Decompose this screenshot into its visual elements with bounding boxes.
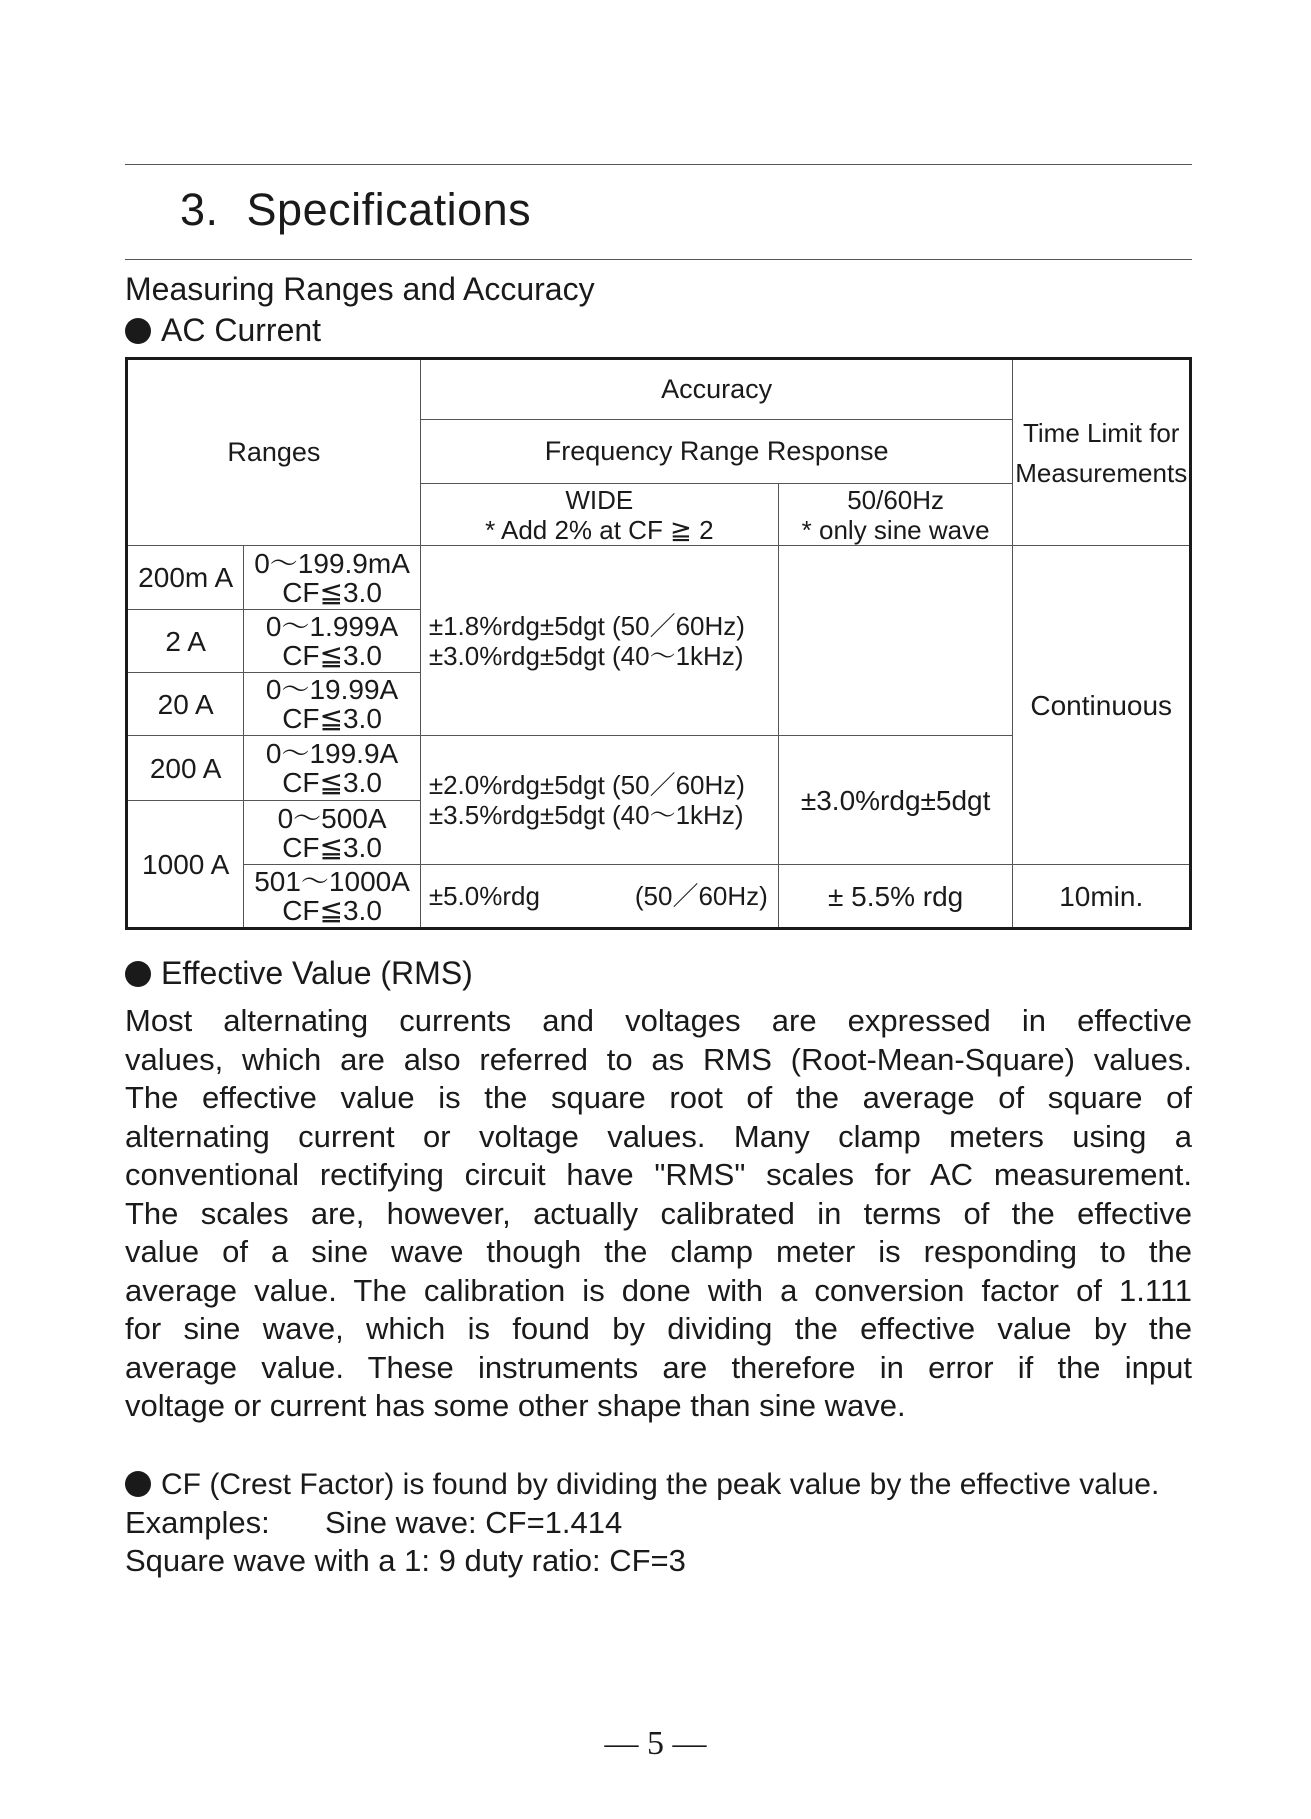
range-2a: 2 A [127,610,244,673]
time-continuous: Continuous [1013,546,1191,865]
range-span: 0〜19.99A [265,674,399,705]
range-span: 0〜199.9mA [254,547,410,579]
section-title-text: Specifications [246,184,532,235]
accuracy-line: ±3.0%rdg±5dgt (40〜1kHz) [428,640,744,671]
rms-paragraph [125,1002,1192,1426]
accuracy-wide-last [420,865,778,929]
rms-line: average value. The calibration is done with a conversion factor of 1.111 [125,1272,1192,1308]
table-row [127,865,1191,929]
accuracy-wide-group1 [420,546,778,736]
header-time-limit-line2: Measurements [1015,457,1188,488]
range-detail [244,546,421,610]
cf-text: is found by dividing the peak value by the effective value. [394,1468,1160,1501]
rms-line: values, which are also referred to as RMS (Root-Mean-Square) values. [125,1041,1192,1077]
rms-line: conventional rectifying circuit have "RMS" scales for AC measurement. [125,1157,1192,1192]
accuracy-hz-group2: ±3.0%rdg±5dgt [778,736,1013,865]
range-cf: CF≦3.0 [282,640,382,671]
rms-line: The scales are, however, actually calibrated in terms of the effective [125,1195,1192,1231]
rms-line: value of a sine wave though the clamp meter is responding to the [125,1234,1192,1269]
header-time-limit-line1: Time Limit for [1022,417,1180,448]
accuracy-hz-group1 [778,546,1013,736]
rms-heading [125,955,473,992]
range-cf: CF≦3.0 [282,831,382,863]
range-cf: CF≦3.0 [282,703,382,734]
rms-line: voltage or current has some other shape than sine wave. [125,1388,906,1423]
range-detail [244,865,421,929]
header-hz [778,484,1013,546]
crest-factor-section [125,1465,1205,1580]
bullet-icon [125,318,151,344]
header-hz-note: * only sine wave [801,514,990,545]
range-span: 0〜500A [277,802,387,834]
range-detail [244,673,421,736]
examples-label: Examples: [125,1505,270,1540]
bullet-icon [125,1471,151,1497]
measuring-ranges-heading: Measuring Ranges and Accuracy [125,271,595,307]
range-cf: CF≦3.0 [282,576,382,608]
table-row [127,546,1191,610]
section-title [180,184,531,236]
range-200ma: 200m A [127,546,244,610]
range-1000a: 1000 A [127,801,244,929]
rms-line: average value. These instruments are therefore in error if the input [125,1349,1192,1385]
accuracy-value: ±5.0%rdg [428,881,540,911]
rms-line: for sine wave, which is found by dividing the effective value by the [125,1311,1192,1346]
accuracy-line: ±1.8%rdg±5dgt (50／60Hz) [428,610,745,641]
range-detail [244,801,421,865]
cf-example-1 [125,1504,1205,1542]
ac-current-label: AC Current [161,312,322,348]
bottom-rule [125,259,1192,260]
accuracy-line: ±3.5%rdg±5dgt (40〜1kHz) [428,800,744,830]
header-ranges: Ranges [127,359,421,546]
range-200a: 200 A [127,736,244,801]
time-last: 10min. [1013,865,1191,929]
accuracy-line: ±2.0%rdg±5dgt (50／60Hz) [428,770,745,800]
range-20a: 20 A [127,673,244,736]
ac-current-heading [125,312,321,349]
cf-term: CF (Crest Factor) [161,1468,395,1501]
header-wide-label: WIDE [565,484,634,515]
rms-line: alternating current or voltage values. Many clamp meters using a [125,1118,1192,1154]
page-number: — 5 — [604,1725,707,1762]
header-frequency: Frequency Range Response [420,420,1013,484]
range-detail [244,610,421,673]
cf-definition [125,1465,1205,1504]
accuracy-hz-last: ± 5.5% rdg [778,865,1013,929]
rms-heading-label: Effective Value (RMS) [161,955,473,991]
range-cf: CF≦3.0 [282,895,382,926]
header-wide-note: * Add 2% at CF ≧ 2 [485,514,714,545]
bullet-icon [125,961,151,987]
accuracy-frequency: (50／60Hz) [634,881,768,911]
accuracy-wide-group2 [420,736,778,865]
section-number: 3. [180,184,219,235]
header-hz-label: 50/60Hz [847,484,945,515]
range-span: 0〜199.9A [265,738,399,769]
range-span: 0〜1.999A [265,611,399,642]
ac-current-spec-table [125,357,1192,930]
range-span: 501〜1000A [254,866,410,897]
example-sine: Sine wave: CF=1.414 [325,1505,623,1540]
range-cf: CF≦3.0 [282,767,382,798]
header-accuracy: Accuracy [420,359,1013,420]
header-wide [420,484,778,546]
header-time-limit [1013,359,1191,546]
top-rule [125,164,1192,165]
rms-line: The effective value is the square root of the average of square of [125,1080,1192,1115]
rms-line: Most alternating currents and voltages are expressed in effective [125,1003,1192,1038]
cf-example-2: Square wave with a 1: 9 duty ratio: CF=3 [125,1543,686,1578]
range-detail [244,736,421,801]
